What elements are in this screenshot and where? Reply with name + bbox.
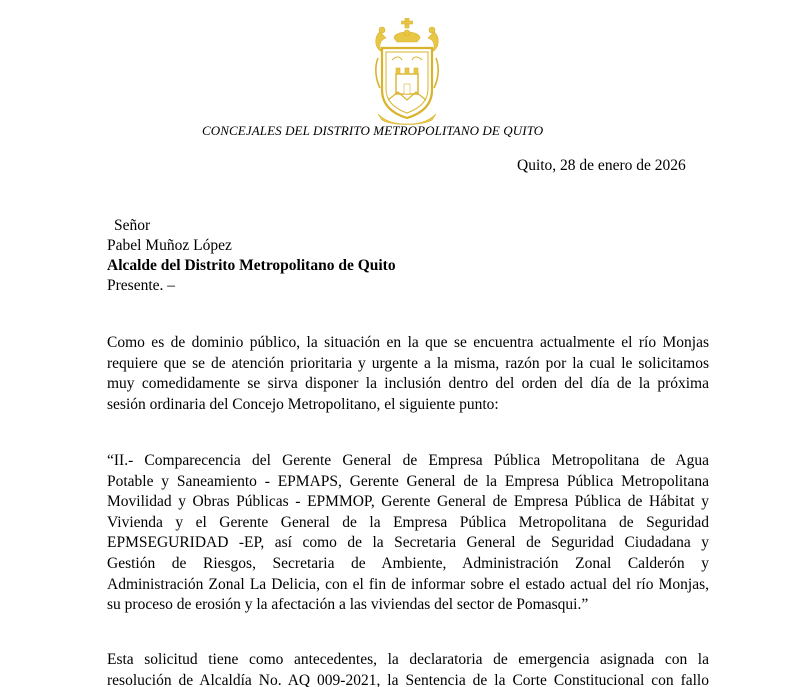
paragraph-line: “II.- Comparecencia del Gerente General de Empresa Pública Metropolitana de Agua xyxy=(107,452,709,469)
paragraph-line: Administración Zonal La Delicia, con el fin de informar sobre el estado actual del río Monjas, xyxy=(107,575,709,593)
paragraph-line: Gestión de Riesgos, Secretaria de Ambiente, Administración Zonal Calderón y xyxy=(107,554,709,572)
letterhead-title: CONCEJALES DEL DISTRITO METROPOLITANO DE QUITO xyxy=(202,123,544,138)
body-paragraph-background xyxy=(107,650,709,687)
body-paragraph-agenda-item xyxy=(107,451,709,616)
paragraph-line: requiere que se de atención prioritaria y urgente a la misma, razón por la cual le solicitamos xyxy=(107,354,709,372)
addressee-salutation: Señor xyxy=(114,217,151,234)
paragraph-line: sesión ordinaria del Concejo Metropolitano, el siguiente punto: xyxy=(107,395,499,413)
paragraph-line: Movilidad y Obras Públicas - EPMMOP, Gerente General de Empresa Pública de Hábitat y xyxy=(107,493,709,511)
paragraph-line: resolución de Alcaldía No. AQ 009-2021, la Sentencia de la Corte Constitucional con fallo xyxy=(107,671,709,687)
paragraph-line: Potable y Saneamiento - EPMAPS, Gerente General de la Empresa Pública Metropolitana xyxy=(107,472,709,490)
addressee-name: Pabel Muñoz López xyxy=(107,237,232,254)
paragraph-line: EPMSEGURIDAD -EP, así como de la Secretaria General de Seguridad Ciudadana y xyxy=(107,534,709,552)
paragraph-line: su proceso de erosión y la afectación a las viviendas del sector de Pomasqui.” xyxy=(107,596,589,614)
paragraph-line: Esta solicitud tiene como antecedentes, la declaratoria de emergencia asignada con la xyxy=(107,651,709,668)
paragraph-line: Vivienda y el Gerente General de la Empresa Pública Metropolitana de Seguridad xyxy=(107,513,709,531)
body-paragraph-request xyxy=(107,333,709,415)
addressee-closing: Presente. – xyxy=(107,277,176,294)
paragraph-line: Como es de dominio público, la situación en la que se encuentra actualmente el río Monjas xyxy=(107,334,709,351)
quito-coat-of-arms-icon xyxy=(372,18,442,126)
letter-date: Quito, 28 de enero de 2026 xyxy=(517,157,686,174)
paragraph-line: muy comedidamente se sirva disponer la inclusión dentro del orden del día de la próxima xyxy=(107,375,709,393)
addressee-title: Alcalde del Distrito Metropolitano de Quito xyxy=(107,257,396,274)
addressee-block xyxy=(107,216,396,296)
